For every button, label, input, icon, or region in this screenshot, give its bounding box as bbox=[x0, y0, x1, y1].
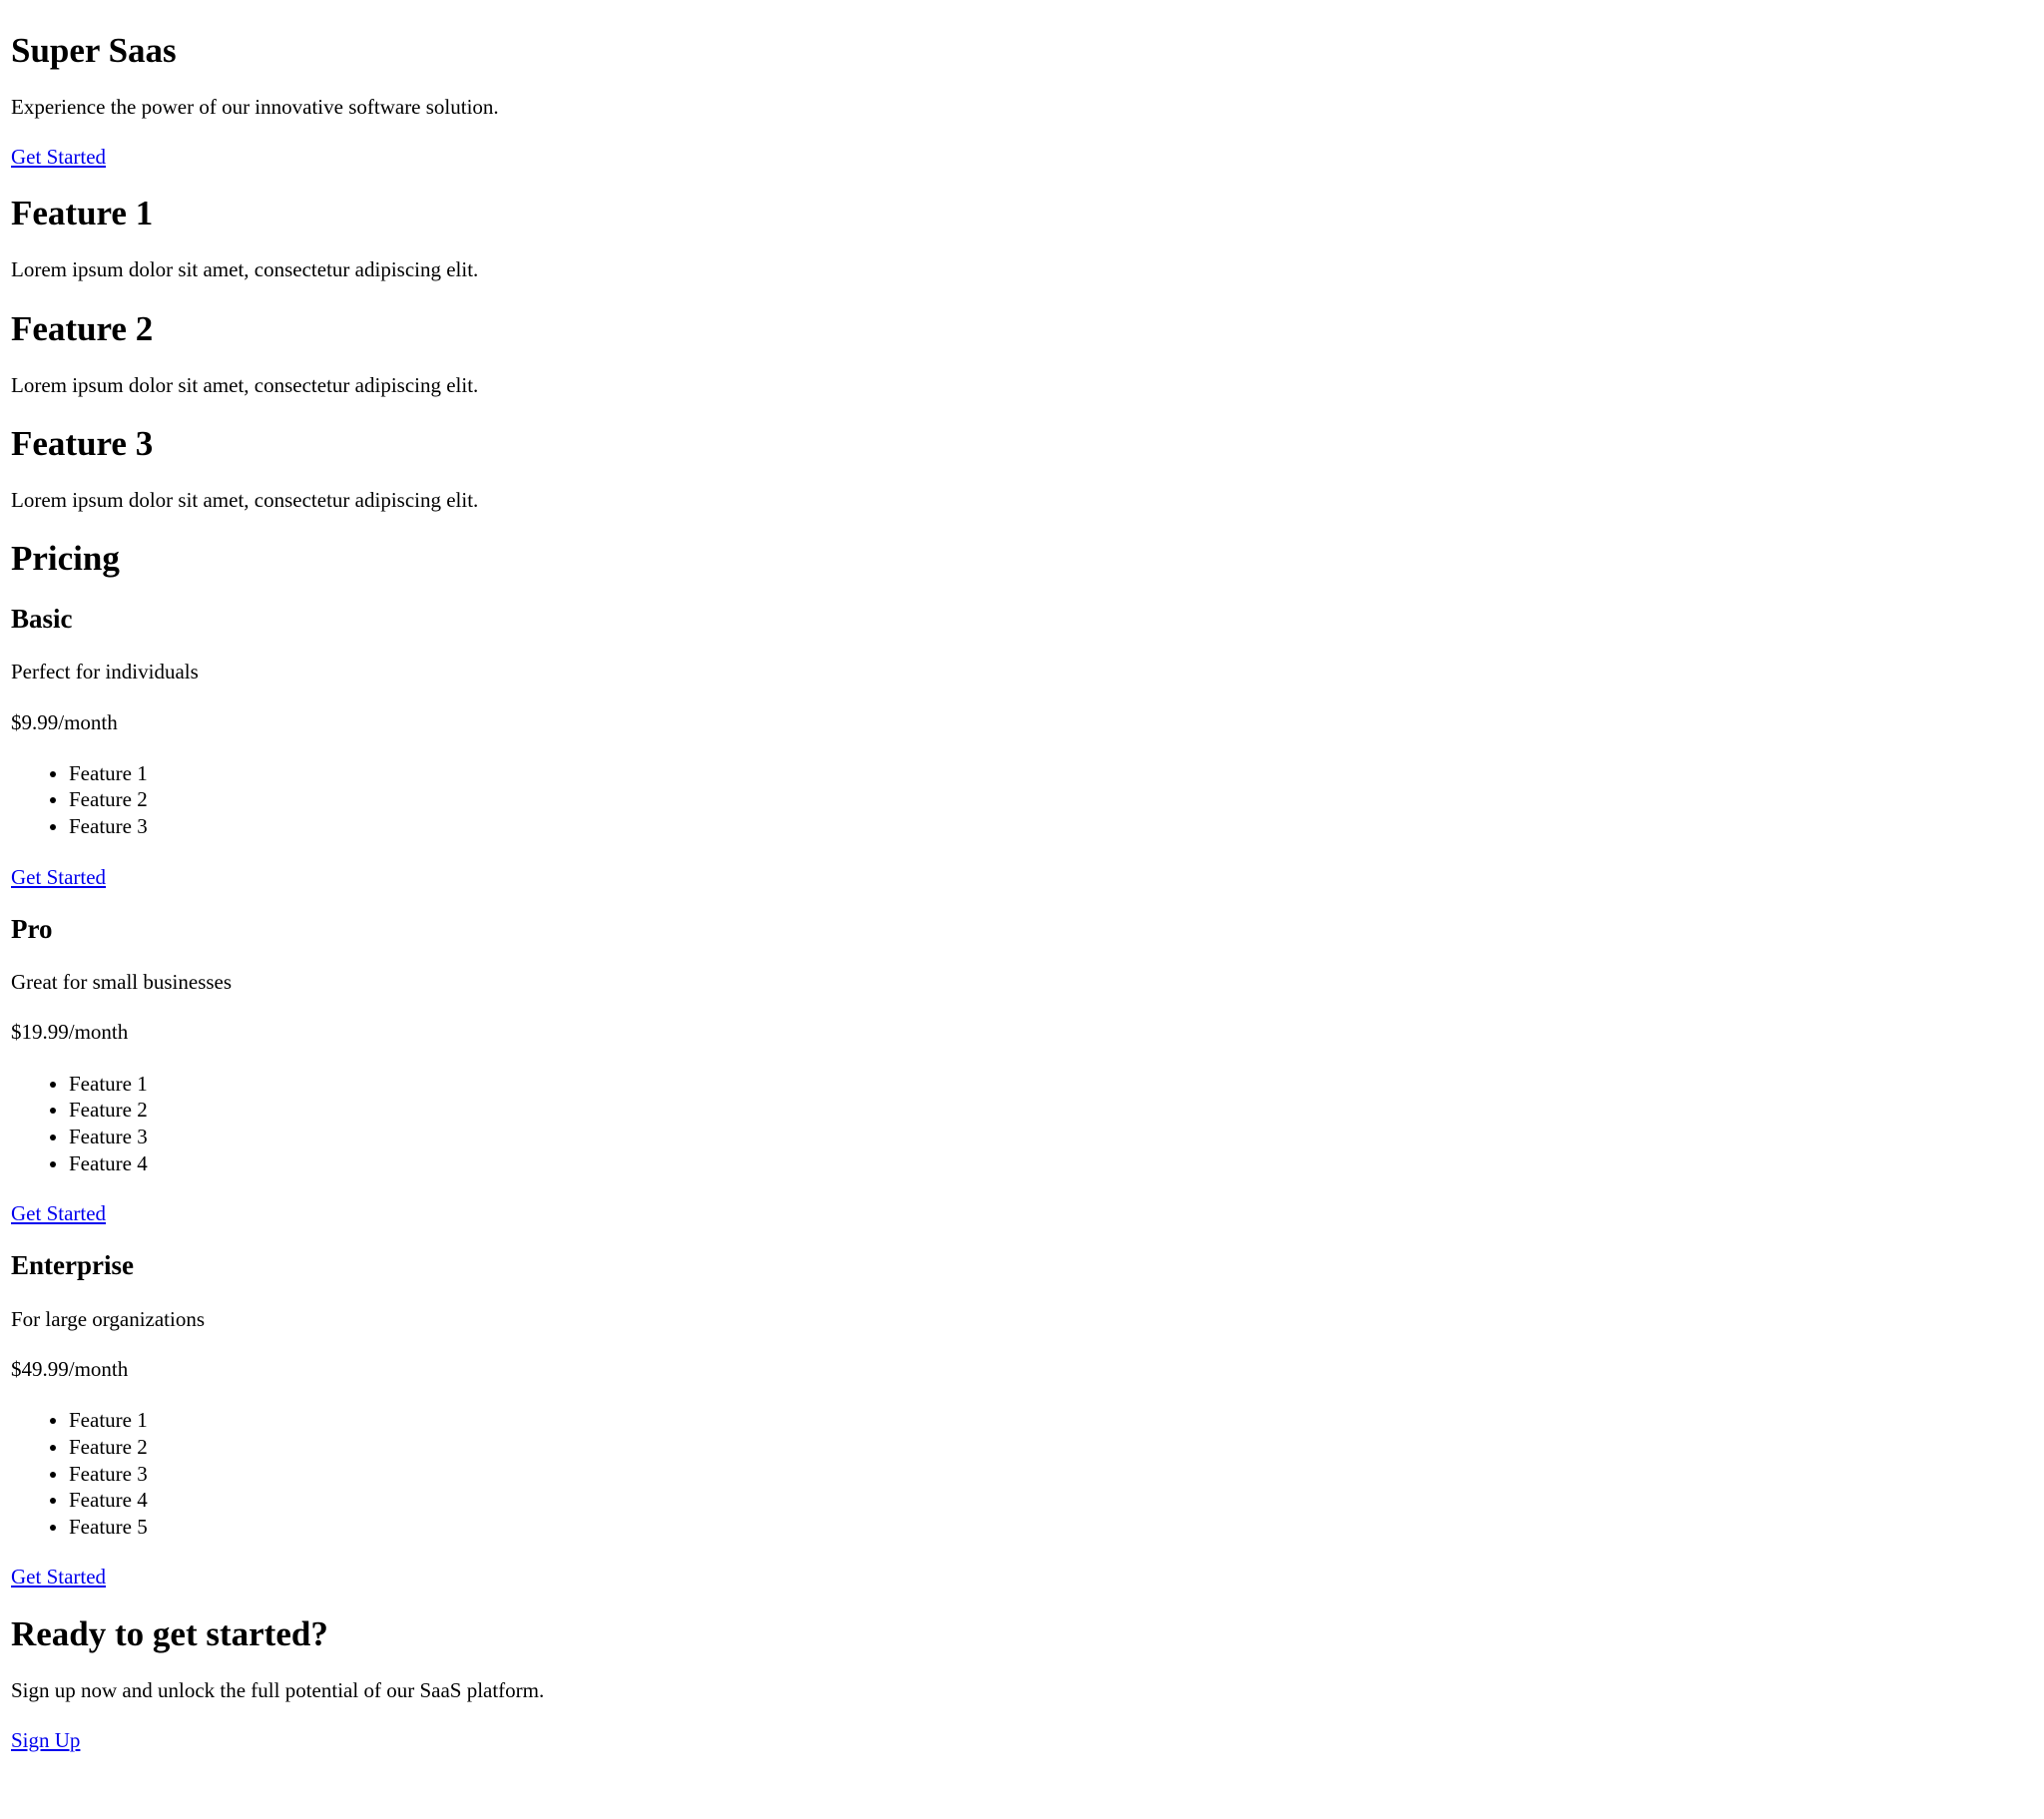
hero-cta-row bbox=[11, 145, 2033, 170]
plan-cta-row bbox=[11, 1565, 2033, 1590]
pricing-plan-basic bbox=[11, 603, 2033, 890]
feature-description: Lorem ipsum dolor sit amet, consectetur adipiscing elit. bbox=[11, 372, 479, 397]
pricing-section bbox=[11, 538, 2033, 1591]
plan-tagline: Perfect for individuals bbox=[11, 660, 199, 684]
pricing-title: Pricing bbox=[11, 538, 120, 578]
signup-title: Ready to get started? bbox=[11, 1613, 328, 1653]
plan-feature-item: • Feature 2 bbox=[69, 1097, 2033, 1124]
plan-cta-row bbox=[11, 1201, 2033, 1226]
basic-get-started-link[interactable]: Get Started bbox=[11, 864, 107, 889]
plan-feature-item: • Feature 2 bbox=[69, 786, 2033, 813]
features-section bbox=[11, 193, 2033, 513]
sign-up-link[interactable]: Sign Up bbox=[11, 1727, 81, 1752]
plan-feature-list bbox=[11, 1407, 2033, 1540]
feature-title: Feature 3 bbox=[11, 423, 154, 463]
plan-feature-item: • Feature 1 bbox=[69, 1407, 2033, 1434]
plan-name: Basic bbox=[11, 603, 73, 634]
plan-price: $19.99/month bbox=[11, 1020, 129, 1045]
hero-section bbox=[11, 30, 2033, 170]
plan-feature-list bbox=[11, 1071, 2033, 1177]
signup-cta-row bbox=[11, 1728, 2033, 1753]
plan-tagline: For large organizations bbox=[11, 1306, 206, 1331]
feature-item-2 bbox=[11, 308, 2033, 398]
pricing-plan-pro bbox=[11, 913, 2033, 1227]
plan-feature-item: • Feature 3 bbox=[69, 813, 2033, 840]
feature-item-3 bbox=[11, 423, 2033, 513]
plan-name: Enterprise bbox=[11, 1250, 134, 1281]
pricing-plan-enterprise bbox=[11, 1249, 2033, 1590]
signup-description: Sign up now and unlock the full potential of our SaaS platform. bbox=[11, 1677, 545, 1702]
enterprise-get-started-link[interactable]: Get Started bbox=[11, 1565, 107, 1590]
pro-get-started-link[interactable]: Get Started bbox=[11, 1201, 107, 1226]
plan-name: Pro bbox=[11, 913, 53, 944]
hero-title: Super Saas bbox=[11, 31, 177, 70]
plan-feature-item: • Feature 2 bbox=[69, 1434, 2033, 1461]
plan-feature-item: • Feature 1 bbox=[69, 760, 2033, 787]
plan-feature-item: • Feature 3 bbox=[69, 1461, 2033, 1488]
plan-tagline: Great for small businesses bbox=[11, 970, 233, 995]
plan-feature-item: • Feature 3 bbox=[69, 1124, 2033, 1150]
plan-feature-item: • Feature 1 bbox=[69, 1071, 2033, 1098]
feature-title: Feature 2 bbox=[11, 308, 154, 348]
plan-price: $49.99/month bbox=[11, 1357, 129, 1382]
plan-feature-item: • Feature 4 bbox=[69, 1150, 2033, 1177]
feature-description: Lorem ipsum dolor sit amet, consectetur adipiscing elit. bbox=[11, 257, 479, 282]
hero-get-started-link[interactable]: Get Started bbox=[11, 145, 107, 170]
plan-feature-list bbox=[11, 760, 2033, 840]
plan-cta-row bbox=[11, 865, 2033, 890]
feature-description: Lorem ipsum dolor sit amet, consectetur adipiscing elit. bbox=[11, 487, 479, 512]
plan-feature-item: • Feature 5 bbox=[69, 1514, 2033, 1541]
plan-feature-item: • Feature 4 bbox=[69, 1487, 2033, 1514]
feature-item-1 bbox=[11, 193, 2033, 282]
hero-subtitle: Experience the power of our innovative software solution. bbox=[11, 95, 499, 119]
feature-title: Feature 1 bbox=[11, 194, 154, 233]
plan-price: $9.99/month bbox=[11, 709, 118, 734]
signup-section bbox=[11, 1613, 2033, 1753]
